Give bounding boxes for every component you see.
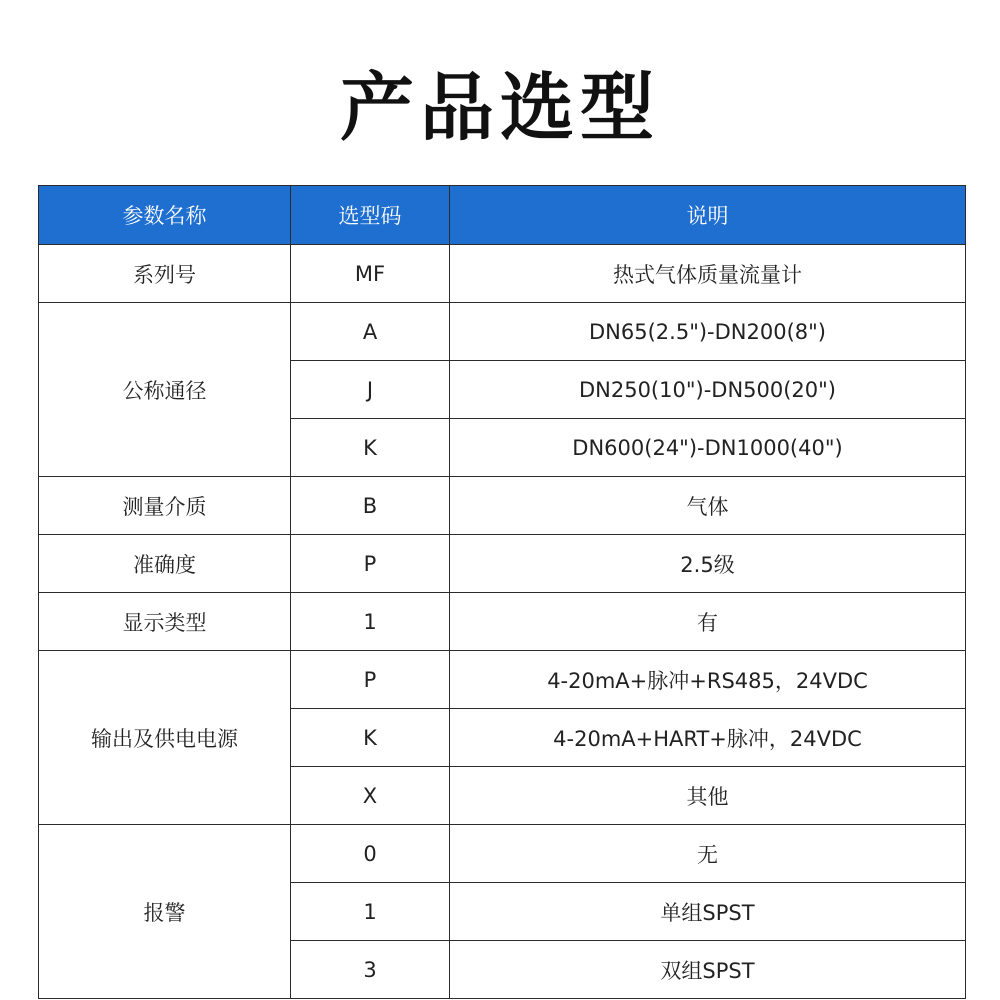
code-cell: MF [291, 245, 450, 303]
table-header-row [39, 186, 966, 245]
code-cell: 0 [291, 825, 450, 883]
code-cell: P [291, 651, 450, 709]
table-row [39, 535, 966, 593]
code-cell: A [291, 303, 450, 361]
table-row [39, 651, 966, 709]
param-cell: 系列号 [39, 245, 291, 303]
param-cell: 显示类型 [39, 593, 291, 651]
table-row [39, 245, 966, 303]
code-cell: K [291, 709, 450, 767]
header-description: 说明 [450, 186, 966, 245]
desc-cell: 热式气体质量流量计 [450, 245, 966, 303]
code-cell: 3 [291, 941, 450, 999]
desc-cell: 其他 [450, 767, 966, 825]
desc-cell: 4-20mA+HART+脉冲，24VDC [450, 709, 966, 767]
desc-cell: DN65(2.5")-DN200(8") [450, 303, 966, 361]
code-cell: K [291, 419, 450, 477]
desc-cell: 2.5级 [450, 535, 966, 593]
desc-cell: 4-20mA+脉冲+RS485，24VDC [450, 651, 966, 709]
table-row [39, 593, 966, 651]
code-cell: P [291, 535, 450, 593]
param-cell: 报警 [39, 825, 291, 999]
desc-cell: 无 [450, 825, 966, 883]
param-cell: 准确度 [39, 535, 291, 593]
header-param-name: 参数名称 [39, 186, 291, 245]
param-cell: 公称通径 [39, 303, 291, 477]
desc-cell: 双组SPST [450, 941, 966, 999]
code-cell: B [291, 477, 450, 535]
table-row [39, 303, 966, 361]
param-cell: 测量介质 [39, 477, 291, 535]
code-cell: X [291, 767, 450, 825]
table-row [39, 477, 966, 535]
code-cell: J [291, 361, 450, 419]
code-cell: 1 [291, 883, 450, 941]
product-selection-table [38, 185, 966, 999]
desc-cell: 有 [450, 593, 966, 651]
param-cell: 输出及供电电源 [39, 651, 291, 825]
header-selection-code: 选型码 [291, 186, 450, 245]
page-title: 产品选型 [340, 65, 660, 151]
desc-cell: 单组SPST [450, 883, 966, 941]
desc-cell: DN600(24")-DN1000(40") [450, 419, 966, 477]
table-row [39, 825, 966, 883]
desc-cell: 气体 [450, 477, 966, 535]
code-cell: 1 [291, 593, 450, 651]
desc-cell: DN250(10")-DN500(20") [450, 361, 966, 419]
